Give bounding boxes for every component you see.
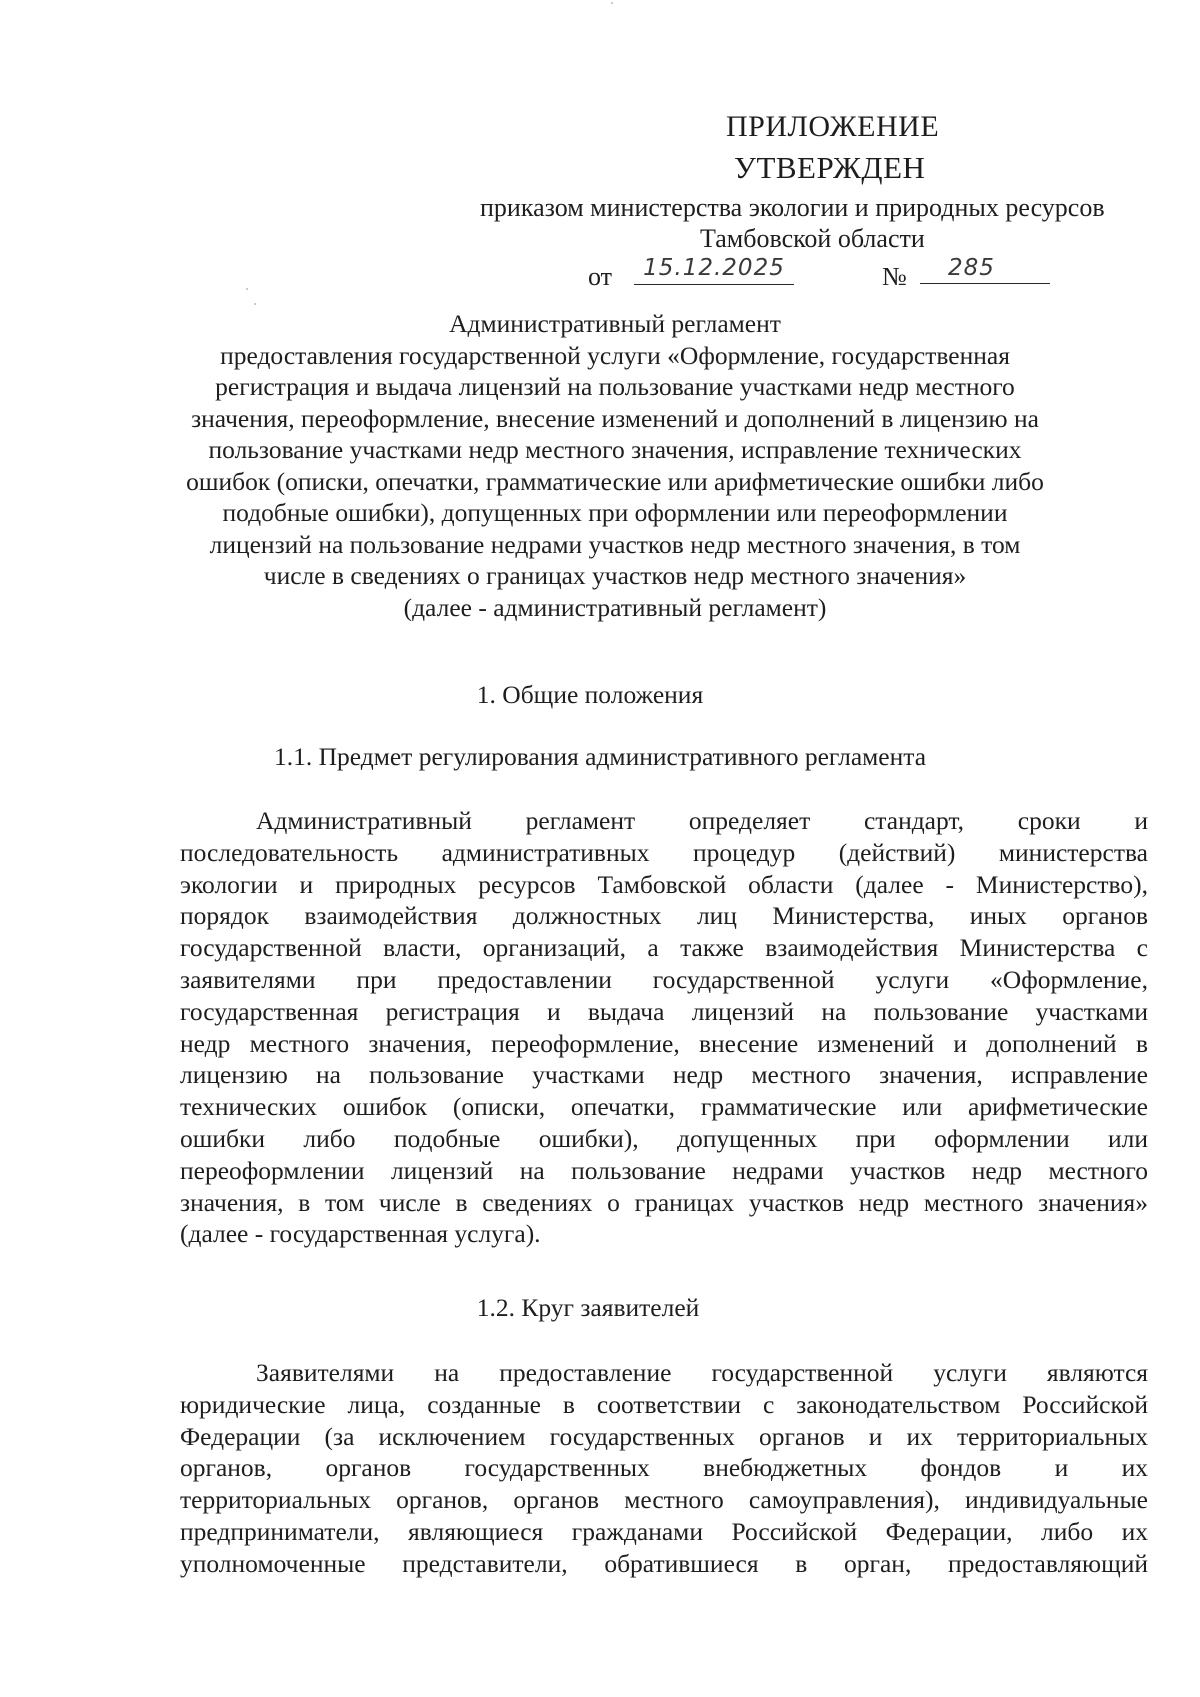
paragraph-subject xyxy=(180,805,1148,1250)
title-line: Административный регламент xyxy=(449,309,781,338)
paragraph-line: Административный регламент определяет стандарт, сроки и xyxy=(256,806,1148,835)
title-line: лицензий на пользование недрами участков недр местного значения, в том xyxy=(209,529,1021,559)
scan-speck xyxy=(246,288,248,290)
paragraph-line: порядок взаимодействия должностных лиц Министерства, иных органов xyxy=(180,901,1148,931)
appendix-label: ПРИЛОЖЕНИЕ xyxy=(726,110,940,143)
title-line: пользование участками недр местного значения, исправление технических xyxy=(208,435,1022,464)
paragraph-line: уполномоченные представители, обратившиеся в орган, предоставляющий xyxy=(180,1548,1148,1578)
paragraph-line: органов, органов государственных внебюджетных фондов и их xyxy=(180,1453,1148,1483)
title-line: регистрация и выдача лицензий на пользование участками недр местного xyxy=(215,372,1015,401)
subsection-heading: 1.2. Круг заявителей xyxy=(476,1293,700,1322)
title-line: числе в сведениях о границах участков недр местного значения» xyxy=(263,561,967,590)
paragraph-line: юридические лица, созданные в соответствии с законодательством Российской xyxy=(180,1389,1148,1419)
paragraph-line: значения, в том числе в сведениях о границах участков недр местного значения» xyxy=(180,1187,1148,1217)
document-title xyxy=(180,308,1050,623)
paragraph-line: ошибки либо подобные ошибки), допущенных при оформлении или xyxy=(180,1123,1148,1153)
title-line: предоставления государственной услуги «Оформление, государственная xyxy=(220,340,1010,370)
number-label: № xyxy=(882,262,907,291)
paragraph-line: заявителями при предоставлении государственной услуги «Оформление, xyxy=(180,964,1148,994)
handwritten-number: 285 xyxy=(920,250,1050,284)
section-heading: 1. Общие положения xyxy=(476,680,704,709)
title-line: подобные ошибки), допущенных при оформлении или переоформлении xyxy=(222,498,1008,527)
title-line: значения, переоформление, внесение изменений и дополнений в лицензию на xyxy=(191,403,1039,433)
date-label: от xyxy=(588,262,613,291)
scan-speck xyxy=(254,303,256,305)
paragraph-applicants xyxy=(180,1357,1148,1580)
paragraph-line: лицензию на пользование участками недр местного значения, исправление xyxy=(180,1060,1148,1090)
paragraph-line: предприниматели, являющиеся гражданами Российской Федерации, либо их xyxy=(180,1516,1148,1546)
order-text-line: приказом министерства экологии и природных ресурсов xyxy=(480,193,1105,222)
paragraph-line: (далее - государственная услуга). xyxy=(180,1219,541,1249)
paragraph-line: государственной власти, организаций, а также взаимодействия Министерства с xyxy=(180,933,1148,963)
approved-label: УТВЕРЖДЕН xyxy=(734,150,926,185)
handwritten-date: 15.12.2025 xyxy=(634,250,794,285)
paragraph-line: переоформлении лицензий на пользование недрами участков недр местного xyxy=(180,1155,1148,1185)
scan-speck xyxy=(611,2,613,4)
subsection-heading: 1.1. Предмет регулирования административного регламента xyxy=(273,742,927,771)
paragraph-line: территориальных органов, органов местного самоуправления), индивидуальные xyxy=(180,1485,1148,1515)
order-text-line: Тамбовской области xyxy=(700,224,925,253)
paragraph-line: государственная регистрация и выдача лицензий на пользование участками xyxy=(180,996,1148,1026)
paragraph-line: Заявителями на предоставление государственной услуги являются xyxy=(256,1358,1148,1387)
paragraph-line: недр местного значения, переоформление, внесение изменений и дополнений в xyxy=(180,1028,1148,1058)
paragraph-line: последовательность административных процедур (действий) министерства xyxy=(180,837,1148,867)
paragraph-line: Федерации (за исключением государственных органов и их территориальных xyxy=(180,1421,1148,1451)
paragraph-line: технических ошибок (описки, опечатки, грамматические или арифметические xyxy=(180,1092,1148,1122)
paragraph-line: экологии и природных ресурсов Тамбовской области (далее - Министерство), xyxy=(180,869,1148,899)
title-line: (далее - административный регламент) xyxy=(403,592,827,622)
title-line: ошибок (описки, опечатки, грамматические или арифметические ошибки либо xyxy=(186,466,1044,496)
